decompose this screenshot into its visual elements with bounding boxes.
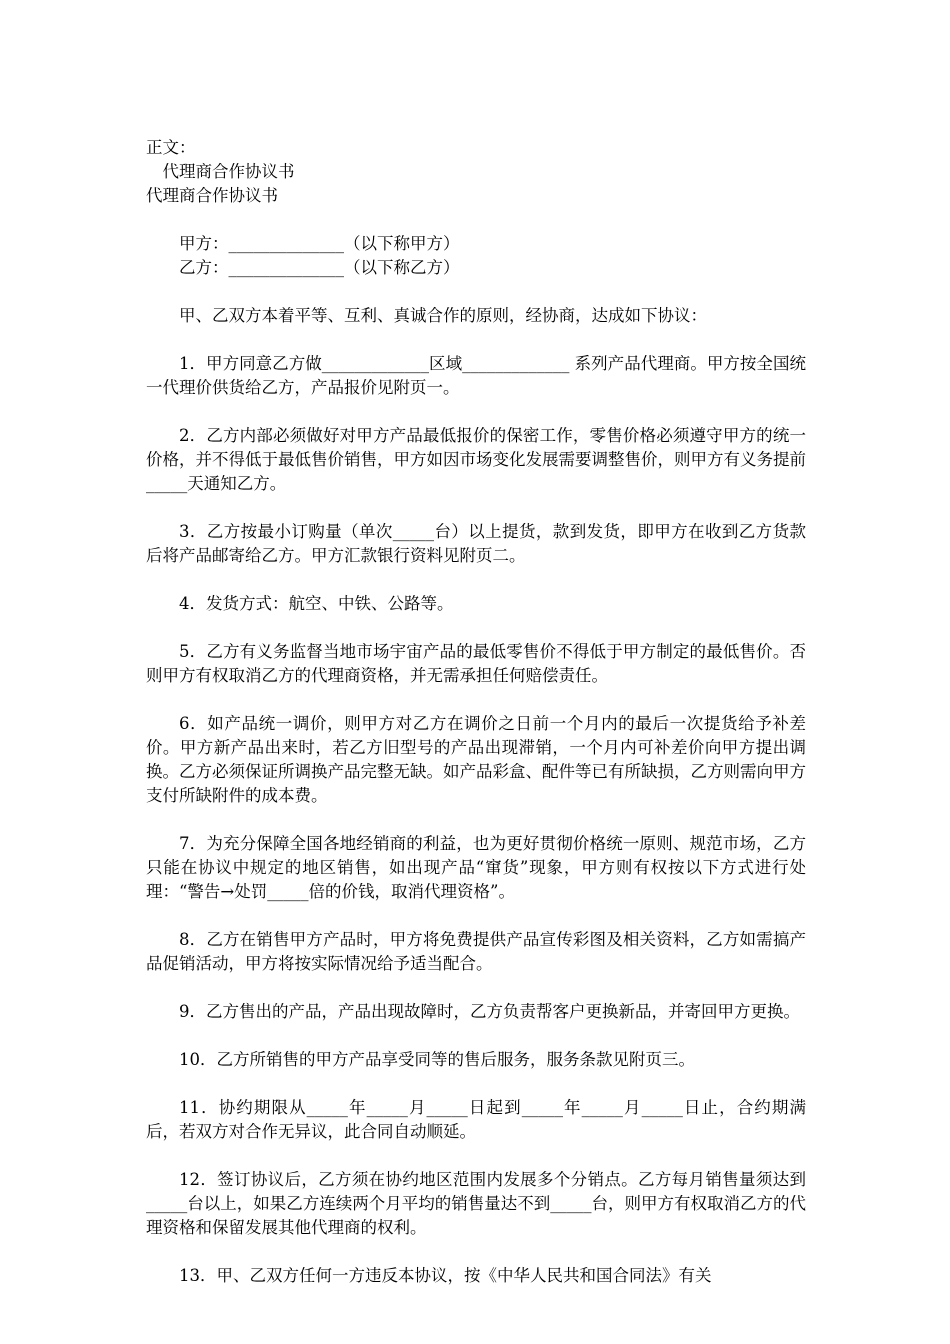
- clause-7: 7．为充分保障全国各地经销商的利益，也为更好贯彻价格统一原则、规范市场，乙方只能在协议中规定的地区销售，如出现产品“窜货”现象，甲方则有权按以下方式进行处理：“警告→处罚_____倍的价钱，取消代理资格”。: [146, 834, 806, 901]
- intro-paragraph: 甲、乙双方本着平等、互利、真诚合作的原则，经协商，达成如下协议：: [179, 306, 707, 325]
- clause-1: 1．甲方同意乙方做_____________区域_____________ 系列产品代理商。甲方按全国统一代理价供货给乙方，产品报价见附页一。: [146, 354, 806, 397]
- clause-3: 3．乙方按最小订购量（单次_____台）以上提货，款到发货，即甲方在收到乙方货款后将产品邮寄给乙方。甲方汇款银行资料见附页二。: [146, 522, 806, 565]
- clause-2: 2．乙方内部必须做好对甲方产品最低报价的保密工作，零售价格必须遵守甲方的统一价格，并不得低于最低售价销售，甲方如因市场变化发展需要调整售价，则甲方有义务提前_____天通知乙方。: [146, 426, 806, 493]
- clause-11: 11．协约期限从_____年_____月_____日起到_____年_____月_____日止，合约期满后，若双方对合作无异议，此合同自动顺延。: [146, 1098, 806, 1141]
- document-subtitle: 代理商合作协议书: [162, 162, 295, 181]
- clause-6: 6．如产品统一调价，则甲方对乙方在调价之日前一个月内的最后一次提货给予补差价。甲方新产品出来时，若乙方旧型号的产品出现滞销，一个月内可补差价向甲方提出调换。乙方必须保证所调换产品完整无缺。如产品彩盒、配件等已有所缺损，乙方则需向甲方支付所缺附件的成本费。: [146, 714, 806, 805]
- body-label: 正文：: [146, 138, 196, 157]
- clause-5: 5．乙方有义务监督当地市场宇宙产品的最低零售价不得低于甲方制定的最低售价。否则甲方有权取消乙方的代理商资格，并无需承担任何赔偿责任。: [146, 642, 806, 685]
- clause-12: 12．签订协议后，乙方须在协约地区范围内发展多个分销点。乙方每月销售量须达到_____台以上，如果乙方连续两个月平均的销售量达不到_____台，则甲方有权取消乙方的代理资格和保留发展其他代理商的权利。: [146, 1170, 806, 1237]
- parties-block: [146, 232, 806, 280]
- clause-9: 9．乙方售出的产品，产品出现故障时，乙方负责帮客户更换新品，并寄回甲方更换。: [179, 1002, 800, 1021]
- clause-13: 13．甲、乙双方任何一方违反本协议，按《中华人民共和国合同法》有关: [179, 1266, 712, 1285]
- party-a-line: 甲方：______________（以下称甲方）: [179, 234, 460, 253]
- document-page: [146, 136, 806, 1288]
- document-title: 代理商合作协议书: [146, 186, 278, 205]
- party-b-line: 乙方：______________（以下称乙方）: [179, 258, 460, 277]
- clause-4: 4．发货方式：航空、中铁、公路等。: [179, 594, 454, 613]
- clause-10: 10．乙方所销售的甲方产品享受同等的售后服务，服务条款见附页三。: [179, 1050, 695, 1069]
- clause-8: 8．乙方在销售甲方产品时，甲方将免费提供产品宣传彩图及相关资料，乙方如需搞产品促销活动，甲方将按实际情况给予适当配合。: [146, 930, 806, 973]
